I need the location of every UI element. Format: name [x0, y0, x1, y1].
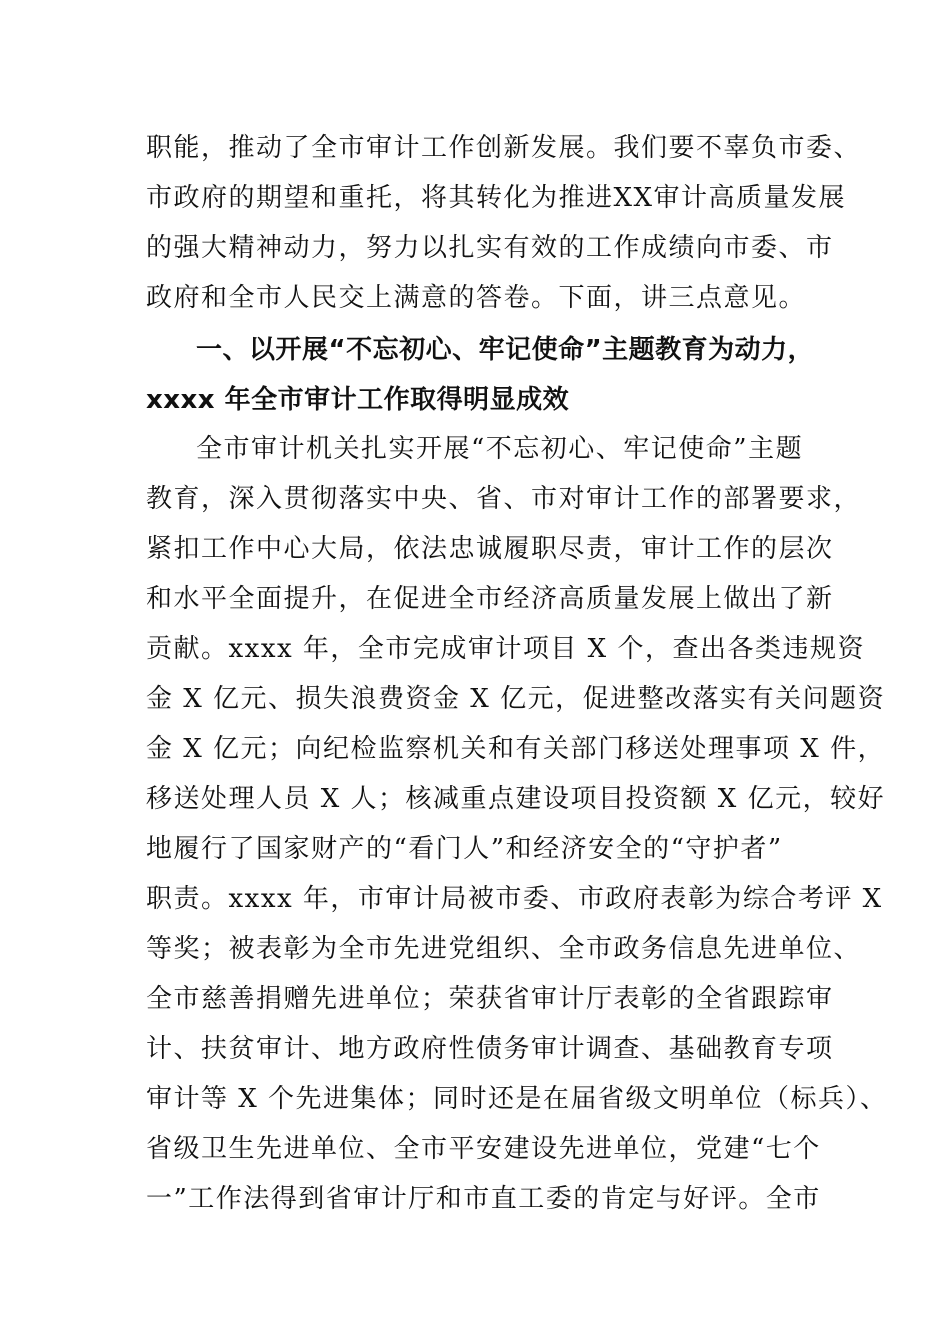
intro-line-1: 职能，推动了全市审计工作创新发展。我们要不辜负市委、 — [146, 133, 862, 163]
body-line-14: 审计等 X 个先进集体；同时还是在届省级文明单位（标兵）、 — [146, 1084, 888, 1114]
body-line-9: 地履行了国家财产的“看门人”和经济安全的“守护者” — [146, 834, 783, 864]
body-line-15: 省级卫生先进单位、全市平安建设先进单位，党建“七个 — [146, 1134, 821, 1164]
body-line-4: 和水平全面提升，在促进全市经济高质量发展上做出了新 — [146, 584, 834, 614]
body-line-3: 紧扣工作中心大局，依法忠诚履职尽责，审计工作的层次 — [146, 534, 834, 564]
body-line-7: 金 X 亿元；向纪检监察机关和有关部门移送处理事项 X 件， — [146, 734, 886, 764]
intro-line-4: 政府和全市人民交上满意的答卷。下面，讲三点意见。 — [146, 283, 807, 313]
section-heading-line-2: xxxx 年全市审计工作取得明显成效 — [146, 385, 570, 415]
body-line-11: 等奖；被表彰为全市先进党组织、全市政务信息先进单位、 — [146, 934, 862, 964]
body-line-10: 职责。xxxx 年，市审计局被市委、市政府表彰为综合考评 X — [146, 884, 883, 914]
intro-line-2: 市政府的期望和重托，将其转化为推进XX审计高质量发展 — [146, 183, 847, 213]
body-line-13: 计、扶贫审计、地方政府性债务审计调查、基础教育专项 — [146, 1034, 834, 1064]
body-line-12: 全市慈善捐赠先进单位；荣获省审计厅表彰的全省跟踪审 — [146, 984, 834, 1014]
body-line-5: 贡献。xxxx 年，全市完成审计项目 X 个，查出各类违规资 — [146, 634, 865, 664]
section-heading-line-1: 一、以开展“不忘初心、牢记使命”主题教育为动力， — [196, 335, 815, 365]
body-line-2: 教育，深入贯彻落实中央、省、市对审计工作的部署要求， — [146, 484, 862, 514]
body-line-1: 全市审计机关扎实开展“不忘初心、牢记使命”主题 — [196, 434, 804, 464]
body-line-8: 移送处理人员 X 人；核减重点建设项目投资额 X 亿元，较好 — [146, 784, 886, 814]
body-line-6: 金 X 亿元、损失浪费资金 X 亿元，促进整改落实有关问题资 — [146, 684, 886, 714]
intro-line-3: 的强大精神动力，努力以扎实有效的工作成绩向市委、市 — [146, 233, 834, 263]
body-line-16: 一”工作法得到省审计厅和市直工委的肯定与好评。全市 — [146, 1184, 821, 1214]
